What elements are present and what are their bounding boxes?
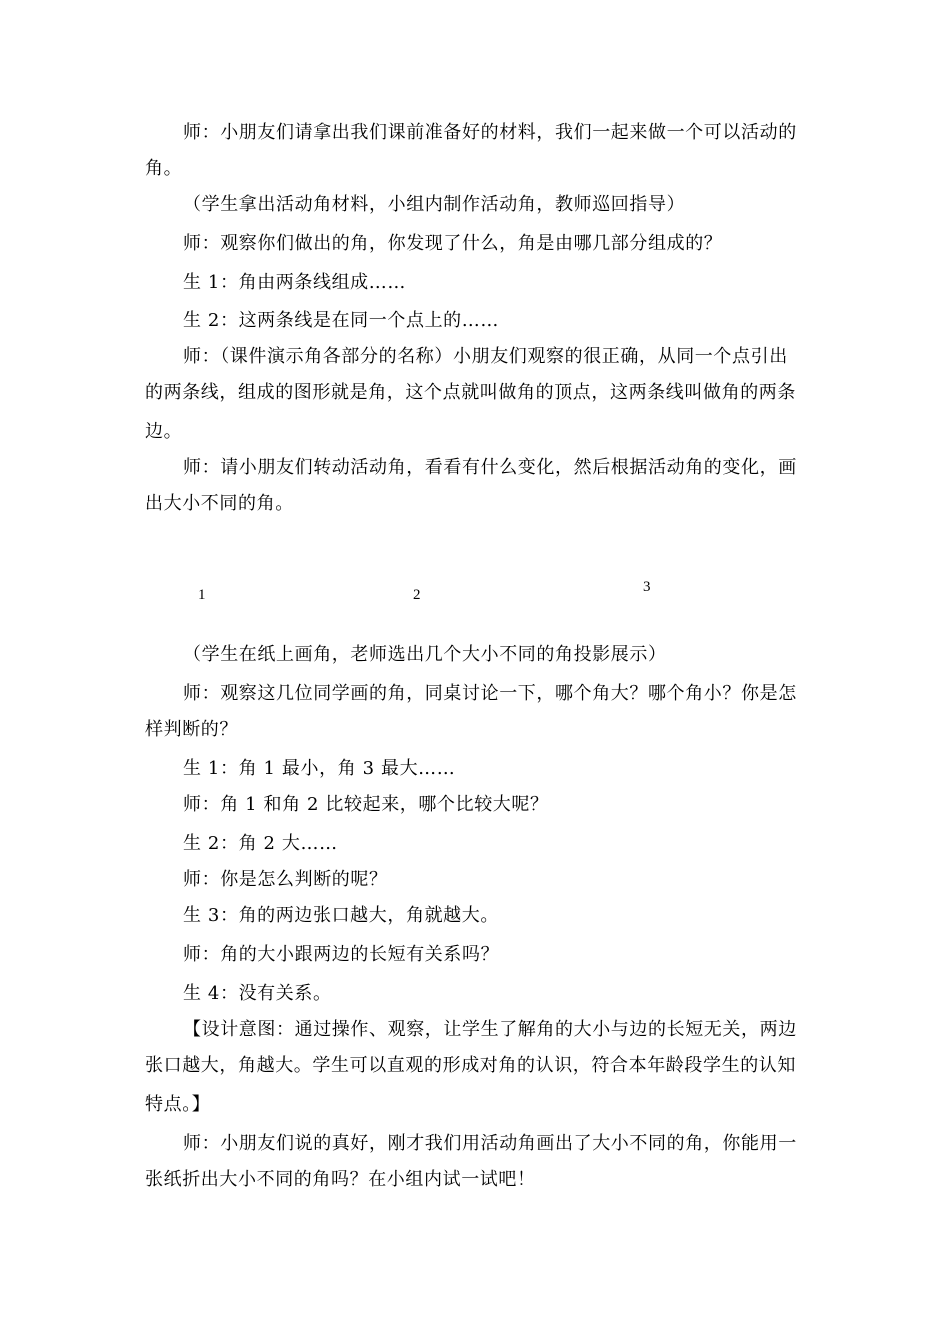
paragraph-line: 生 2：角 2 大…… bbox=[183, 833, 338, 854]
paragraph-line: 师：观察你们做出的角，你发现了什么，角是由哪几部分组成的？ bbox=[183, 233, 723, 254]
paragraph-line: （学生拿出活动角材料，小组内制作活动角，教师巡回指导） bbox=[183, 194, 686, 215]
paragraph-line: 师：观察这几位同学画的角，同桌讨论一下，哪个角大？哪个角小？你是怎 bbox=[183, 683, 797, 704]
paragraph-line: 师：小朋友们说的真好，刚才我们用活动角画出了大小不同的角，你能用一 bbox=[183, 1133, 797, 1154]
paragraph-line: 生 2：这两条线是在同一个点上的…… bbox=[183, 310, 499, 331]
paragraph-line: 边。 bbox=[145, 421, 183, 442]
paragraph-line: 【设计意图：通过操作、观察，让学生了解角的大小与边的长短无关，两边 bbox=[183, 1019, 797, 1040]
paragraph-line: 特点。】 bbox=[145, 1094, 211, 1115]
paragraph-line: 生 1：角 1 最小，角 3 最大…… bbox=[183, 758, 456, 779]
paragraph-line: 的两条线，组成的图形就是角，这个点就叫做角的顶点，这两条线叫做角的两条 bbox=[145, 382, 796, 403]
angle-label-3: 3 bbox=[643, 579, 651, 595]
paragraph-line: 师：角的大小跟两边的长短有关系吗？ bbox=[183, 944, 500, 965]
paragraph-line: 生 4：没有关系。 bbox=[183, 983, 332, 1004]
paragraph-line: 张口越大，角越大。学生可以直观的形成对角的认识，符合本年龄段学生的认知 bbox=[145, 1055, 796, 1076]
paragraph-line: （学生在纸上画角，老师选出几个大小不同的角投影展示） bbox=[183, 644, 667, 665]
angle-label-1: 1 bbox=[198, 587, 206, 603]
paragraph-line: 出大小不同的角。 bbox=[145, 493, 294, 514]
paragraph-line: 师：角 1 和角 2 比较起来，哪个比较大呢？ bbox=[183, 794, 549, 815]
paragraph-line: 生 1：角由两条线组成…… bbox=[183, 272, 406, 293]
paragraph-line: 师：你是怎么判断的呢？ bbox=[183, 869, 388, 890]
paragraph-line: 张纸折出大小不同的角吗？在小组内试一试吧！ bbox=[145, 1169, 536, 1190]
paragraph-line: 师：小朋友们请拿出我们课前准备好的材料，我们一起来做一个可以活动的 bbox=[183, 122, 797, 143]
paragraph-line: 师：请小朋友们转动活动角，看看有什么变化，然后根据活动角的变化，画 bbox=[183, 457, 797, 478]
paragraph-line: 生 3：角的两边张口越大，角就越大。 bbox=[183, 905, 499, 926]
paragraph-line: 角。 bbox=[145, 158, 183, 179]
paragraph-line: 样判断的？ bbox=[145, 719, 238, 740]
paragraph-line: 师：（课件演示角各部分的名称）小朋友们观察的很正确，从同一个点引出 bbox=[183, 346, 788, 367]
angle-label-2: 2 bbox=[413, 587, 421, 603]
